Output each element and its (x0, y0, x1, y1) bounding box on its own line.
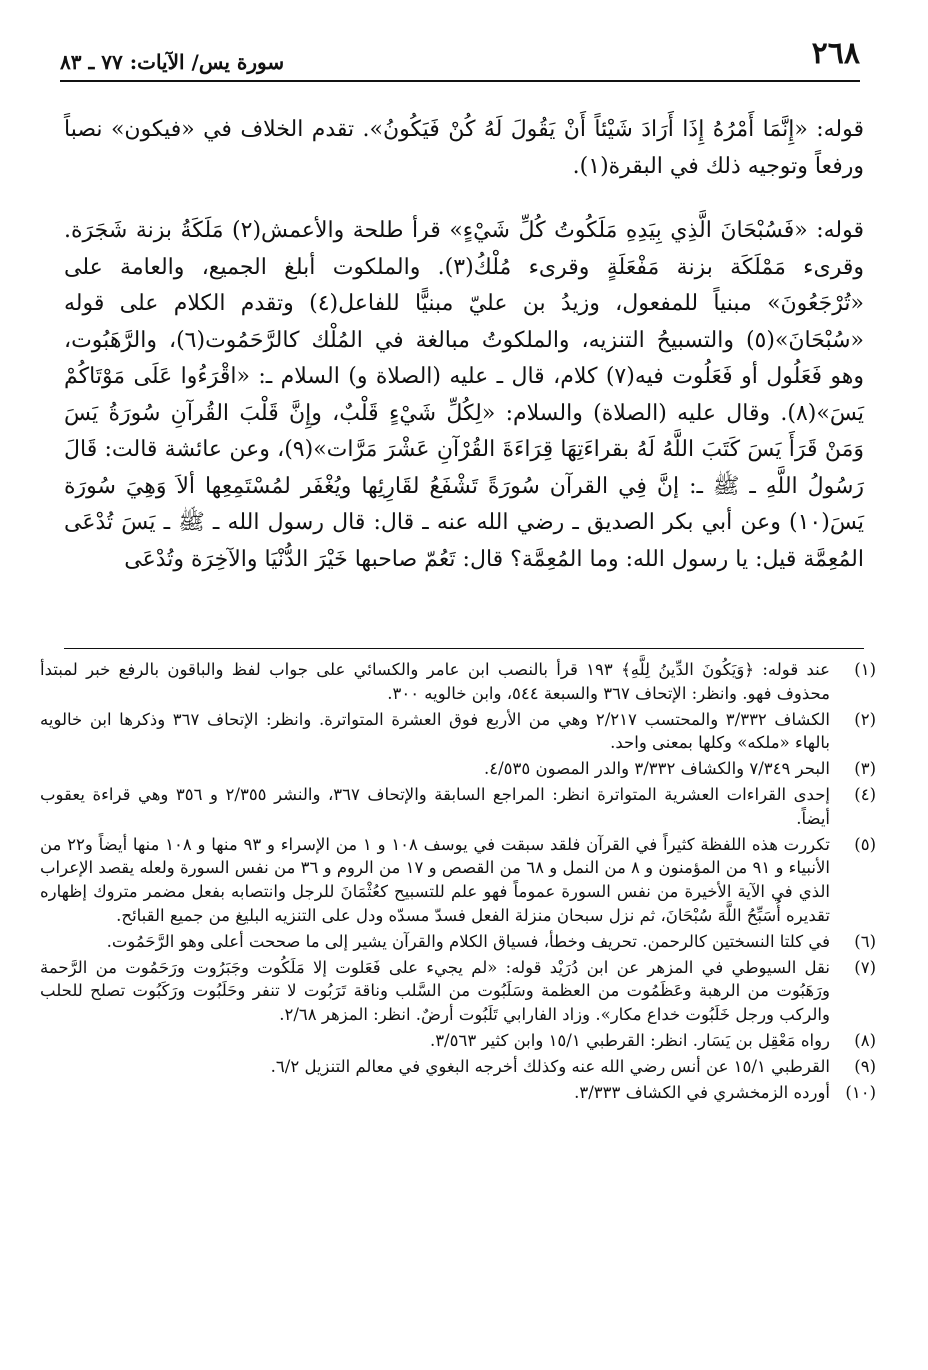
page-number: ٢٦٨ (811, 36, 860, 71)
footnote-number: (١) (854, 660, 876, 679)
footnote-number: (٦) (854, 931, 876, 951)
footnote-text: عند قوله: ﴿وَيَكُونَ الدِّينُ لِلَّهِ﴾ ١٩٣ قرأ بالنصب ابن عامر والكسائي على جواب لفظ والباقون بالرفع خبر لمبتدأ محذوف فهو. وانظر: الإتحاف ٣٦٧ والسبعة ٥٤٤، وابن خالويه ٣٠٠. (40, 660, 831, 703)
footnote-text: إحدى القراءات العشرية المتواترة انظر: المراجع السابقة والإتحاف ٣٦٧، والنشر ٢/٣٥٥ و ٣٥٦ وهي قراءة يعقوب أيضاً. (40, 784, 831, 828)
footnote-number: (٥) (854, 834, 876, 854)
footnote (40, 708, 876, 756)
footnote-number: (٨) (854, 1030, 876, 1050)
footnote-number: (٧) (854, 957, 876, 977)
footnote-text: القرطبي ١٥/١ عن أنس رضي الله عنه وكذلك أخرجه البغوي في معالم التنزيل ٦/٢. (270, 1056, 830, 1076)
footnote-text: في كلتا النسختين كالرحمن. تحريف وخطأ، فسياق الكلام والقرآن يشير إلى ما صححت أعلى وهو الرَّحَمُوت. (106, 931, 830, 951)
footnote (40, 956, 876, 1027)
footnote (40, 658, 876, 706)
footnote-text: رواه مَعْقِل بن يَسَار. انظر: القرطبي ١٥/١ وابن كثير ٣/٥٦٣. (429, 1030, 830, 1050)
footnote (40, 1081, 876, 1105)
footnote-number: (٤) (854, 784, 876, 804)
footnote-text: الكشاف ٣/٣٣٢ والمحتسب ٢/٢١٧ وهي من الأربع فوق العشرة المتواترة. وانظر: الإتحاف ٣٦٧ وذكرها ابن خالويه بالهاء «ملكه» وكلها بمعنى واحد. (40, 709, 830, 753)
footnote-text: نقل السيوطي في المزهر عن ابن دُرَيْد قوله: «لم يجيء على فَعَلوت إلا مَلَكُوت وجَبَرُوت ورَحَمُوت من الرَّحمة ورَهَبُوت من الرهبة وعَظَمُوت من العظمة وسَلَبُوت من السَّلب وناقة تَرَبُوت لا تنفر وحَلَبُوت ورَكَبُوت تصلح للحلب والركب ورجل خَلَبُوت خداع مكار». وزاد الفارابي تَلَبُوت أرضٌ. انظر: المزهر ٢/٦٨. (40, 957, 830, 1025)
footnote (40, 833, 876, 928)
footnote-number: (٩) (854, 1056, 876, 1076)
footnote (40, 1029, 876, 1053)
footnote-separator (64, 648, 864, 649)
footnote (40, 1055, 876, 1079)
footnote-text: تكررت هذه اللفظة كثيراً في القرآن فلقد سبقت في يوسف ١٠٨ و ١ من الإسراء و ٩٣ منها و ١٠٨ منها أيضاً و٢٢ من الأنبياء و ٩١ من المؤمنون و ٨ من النمل و ٦٨ من القصص و ١٧ من الروم و ٣٦ من نفس السورة ولعله يقصد الإعراب الذي في الآية الأخيرة من نفس السورة عموماً فهو علم للتسبيح كعُثْمَانَ للرجل وانتصابه بفعل مضمر متروك إظهاره تقديره أُسَبِّحُ اللَّهَ سُبْحَانَ، ثم نزل سبحان منزلة الفعل فسدّ مسدّه ودل على التنزيه البليغ من جميع القبائح. (40, 834, 831, 925)
main-text (64, 112, 864, 578)
footnote (40, 783, 876, 831)
paragraph: قوله: «إِنَّمَا أَمْرُهُ إِذَا أَرَادَ شَيْئاً أَنْ يَقُولَ لَهُ كُنْ فَيَكُونُ». تقدم الخلاف في «فيكون» نصباً ورفعاً وتوجيه ذلك في البقرة(١). (64, 117, 864, 179)
footnote-number: (١٠) (845, 1082, 876, 1102)
footnote (40, 757, 876, 781)
footnote-text: البحر ٧/٣٤٩ والكشاف ٣/٣٣٢ والدر المصون ٤/٥٣٥. (484, 759, 830, 779)
page-header (60, 34, 860, 82)
footnotes (40, 658, 876, 1106)
footnote-number: (٣) (854, 759, 876, 779)
footnote (40, 930, 876, 954)
footnote-text: أورده الزمخشري في الكشاف ٣/٣٣٣. (574, 1082, 830, 1102)
footnote-number: (٢) (854, 709, 876, 729)
paragraph: قوله: «فَسُبْحَانَ الَّذِي بِيَدِهِ مَلَكُوتُ كُلِّ شَيْءٍ» قرأ طلحة والأعمش(٢) مَلَكَةُ بزنة شَجَرَة. وقرىء مَمْلَكَة بزنة مَفْعَلَةٍ وقرىء مُلْكُ(٣). والملكوت أبلغ الجميع، والعامة على «تُرْجَعُونَ» مبنياً للمفعول، وزيدُ بن عليّ مبنيًّا للفاعل(٤) وتقدم الكلام على قوله «سُبْحَانَ»(٥) والتسبيحُ التنزيه، والملكوتُ مبالغة في المُلْك كالرَّحَمُوت(٦)، والرَّهَبُوت، وهو فَعَلُول أو فَعَلُوت فيه(٧) كلام، قال ـ عليه (الصلاة و) السلام ـ: «اقْرَءُوا عَلَى مَوْتَاكُمْ يَسَ»(٨). وقال عليه (الصلاة) والسلام: «لِكُلِّ شَيْءٍ قَلْبٌ، وإِنَّ قَلْبَ القُرآنِ سُورَةُ يَسَ وَمَنْ قَرَأَ يَسَ كَتَبَ اللَّهُ لَهُ بقراءَتِهَا قِرَاءَةَ القُرْآنِ عَشْرَ مَرَّات»(٩)، وعن عائشة قالت: قَالَ رَسُولُ اللَّهِ ـ ﷺ ـ: إنَّ فِي القرآن سُورَةً تَشْفَعُ لقَارِئِها ويُغْفَر لمُسْتَمِعِها ألاَ وَهِيَ سُورَة يَسَ(١٠) وعن أبي بكر الصديق ـ رضي الله عنه ـ قال: قال رسول الله ـ ﷺ ـ يَسَ تُدْعَى المُعِمَّة قيل: يا رسول الله: وما المُعِمَّة؟ قال: تَعُمّ صاحبها خَيْرَ الدُّنْيَا والآخِرَة وتُدْعَى (64, 218, 865, 572)
running-title: سورة يس/ الآيات: ٧٧ ـ ٨٣ (60, 50, 285, 74)
